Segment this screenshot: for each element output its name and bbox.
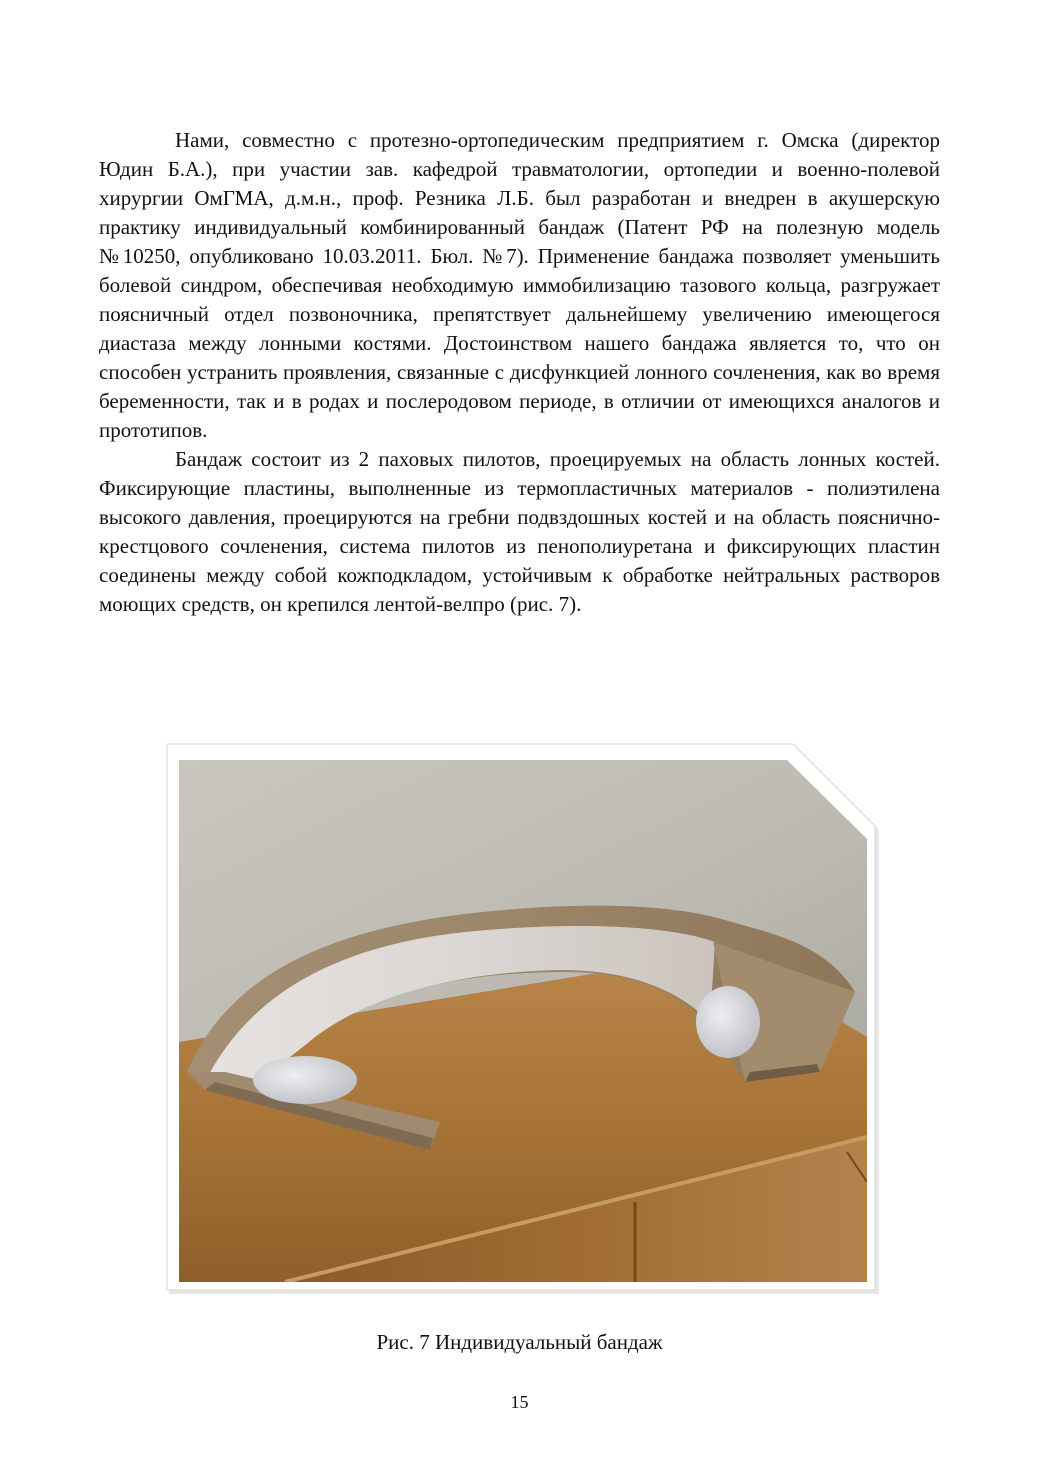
- figure-7-photo: [165, 742, 881, 1296]
- figure-caption: Рис. 7 Индивидуальный бандаж: [376, 1330, 663, 1354]
- bandage-photo: [165, 742, 881, 1296]
- body-text: [99, 126, 940, 619]
- page-number: 15: [510, 1392, 529, 1412]
- paragraph-2: Бандаж состоит из 2 паховых пилотов, проецируемых на область лонных костей. Фиксирующие пластины, выполненные из термопластичных материалов - полиэтилена высокого давления, проецируются на гребни подвздошных костей и на область пояснично-крестцового сочленения, система пилотов из пенополиуретана и фиксирующих пластин соединены между собой кожподкладом, устойчивым к обработке нейтральных растворов моющих средств, он крепился лентой-велпро (рис. 7).: [99, 447, 940, 616]
- paragraph-1: Нами, совместно с протезно-ортопедическим предприятием г. Омска (директор Юдин Б.А.), при участии зав. кафедрой травматологии, ортопедии и военно-полевой хирургии ОмГМА, д.м.н., проф. Резника Л.Б. был разработан и внедрен в акушерскую практику индивидуальный комбинированный бандаж (Патент РФ на полезную модель №10250, опубликовано 10.03.2011. Бюл. №7). Применение бандажа позволяет уменьшить болевой синдром, обеспечивая необходимую иммобилизацию тазового кольца, разгружает поясничный отдел позвоночника, препятствует дальнейшему увеличению имеющегося диастаза между лонными костями. Достоинством нашего бандажа является то, что он способен устранить проявления, связанные с дисфункцией лонного сочленения, как во время беременности, так и в родах и послеродовом периоде, в отличии от имеющихся аналогов и прототипов.: [99, 128, 940, 442]
